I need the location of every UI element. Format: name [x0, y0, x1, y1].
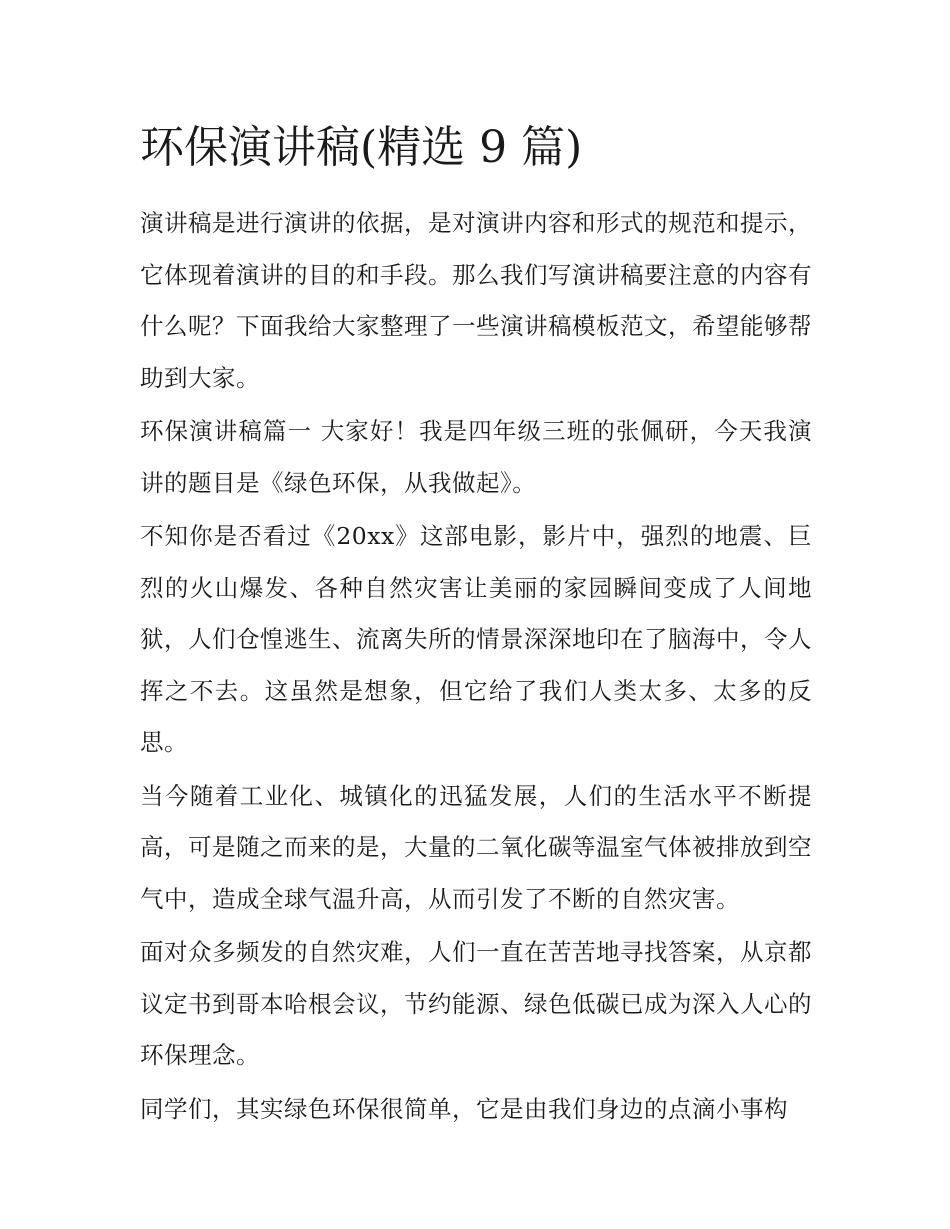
paragraph-industrialization: 当今随着工业化、城镇化的迅猛发展，人们的生活水平不断提高，可是随之而来的是，大量的二氧化碳等温室气体被排放到空气中，造成全球气温升高，从而引发了不断的自然灾害。: [140, 781, 812, 913]
paragraph-classmates: 同学们，其实绿色环保很简单，它是由我们身边的点滴小事构: [140, 1094, 788, 1123]
paragraph-intro: 演讲稿是进行演讲的依据，是对演讲内容和形式的规范和提示，它体现着演讲的目的和手段。那么我们写演讲稿要注意的内容有什么呢？下面我给大家整理了一些演讲稿模板范文，希望能够帮助到大家。: [140, 209, 812, 392]
document-title: 环保演讲稿(精选 9 篇): [140, 122, 583, 173]
paragraph-environmental-concept: 面对众多频发的自然灾难，人们一直在苦苦地寻找答案，从京都议定书到哥本哈根会议，节约能源、绿色低碳已成为深入人心的环保理念。: [140, 938, 812, 1069]
paragraph-speech-opening: 环保演讲稿篇一 大家好！我是四年级三班的张佩研，今天我演讲的题目是《绿色环保，从我做起》。: [140, 417, 812, 497]
paragraph-movie-reflection: 不知你是否看过《20xx》这部电影，影片中，强烈的地震、巨烈的火山爆发、各种自然灾害让美丽的家园瞬间变成了人间地狱，人们仓惶逃生、流离失所的情景深深地印在了脑海中，令人挥之不去。这虽然是想象，但它给了我们人类太多、太多的反思。: [140, 522, 812, 756]
document-body: [140, 118, 812, 1137]
